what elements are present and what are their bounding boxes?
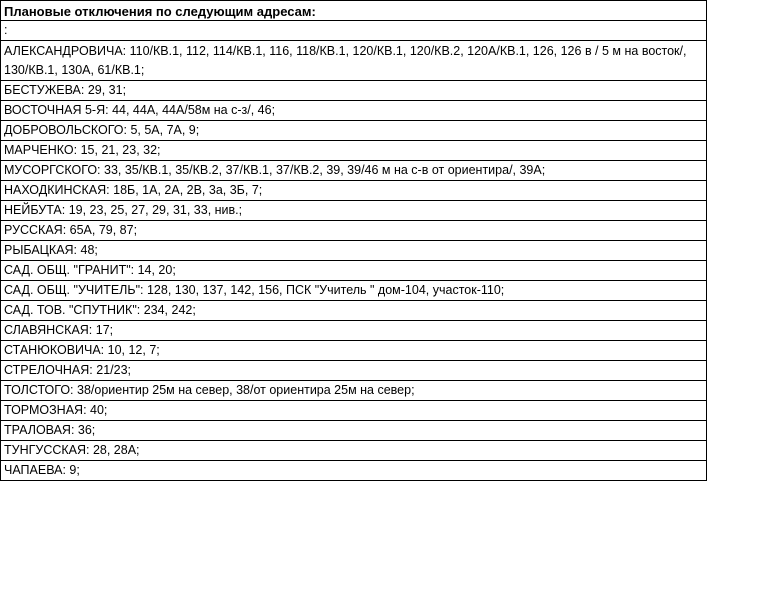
- table-row: ТУНГУССКАЯ: 28, 28А;: [1, 441, 707, 461]
- table-row: МАРЧЕНКО: 15, 21, 23, 32;: [1, 141, 707, 161]
- table-row: САД. ОБЩ. "ГРАНИТ": 14, 20;: [1, 261, 707, 281]
- table-row: ТОРМОЗНАЯ: 40;: [1, 401, 707, 421]
- table-row: НЕЙБУТА: 19, 23, 25, 27, 29, 31, 33, нив.;: [1, 201, 707, 221]
- table-row: РУССКАЯ: 65А, 79, 87;: [1, 221, 707, 241]
- table-row: :: [1, 21, 707, 41]
- table-row: ТОЛСТОГО: 38/ориентир 25м на север, 38/от ориентира 25м на север;: [1, 381, 707, 401]
- table-row: РЫБАЦКАЯ: 48;: [1, 241, 707, 261]
- table-row: САД. ТОВ. "СПУТНИК": 234, 242;: [1, 301, 707, 321]
- table-row: МУСОРГСКОГО: 33, 35/КВ.1, 35/КВ.2, 37/КВ.1, 37/КВ.2, 39, 39/46 м на с-в от ориентира/, 39А;: [1, 161, 707, 181]
- table-row: ВОСТОЧНАЯ 5-Я: 44, 44А, 44А/58м на с-з/, 46;: [1, 101, 707, 121]
- table-row: НАХОДКИНСКАЯ: 18Б, 1А, 2А, 2В, 3а, 3Б, 7;: [1, 181, 707, 201]
- table-row: СЛАВЯНСКАЯ: 17;: [1, 321, 707, 341]
- table-row: СТАНЮКОВИЧА: 10, 12, 7;: [1, 341, 707, 361]
- table-row: ТРАЛОВАЯ: 36;: [1, 421, 707, 441]
- table-row: СТРЕЛОЧНАЯ: 21/23;: [1, 361, 707, 381]
- table-row: АЛЕКСАНДРОВИЧА: 110/КВ.1, 112, 114/КВ.1, 116, 118/КВ.1, 120/КВ.1, 120/КВ.2, 120А/КВ.1, 126, 126 в / 5 м на восток/, 130/КВ.1, 130А, 61/КВ.1;: [1, 41, 707, 81]
- table-header: Плановые отключения по следующим адресам:: [1, 0, 707, 21]
- table-row: БЕСТУЖЕВА: 29, 31;: [1, 81, 707, 101]
- table-row: ЧАПАЕВА: 9;: [1, 461, 707, 481]
- table-row: ДОБРОВОЛЬСКОГО: 5, 5А, 7А, 9;: [1, 121, 707, 141]
- table-row: САД. ОБЩ. "УЧИТЕЛЬ": 128, 130, 137, 142, 156, ПСК "Учитель " дом-104, участок-110;: [1, 281, 707, 301]
